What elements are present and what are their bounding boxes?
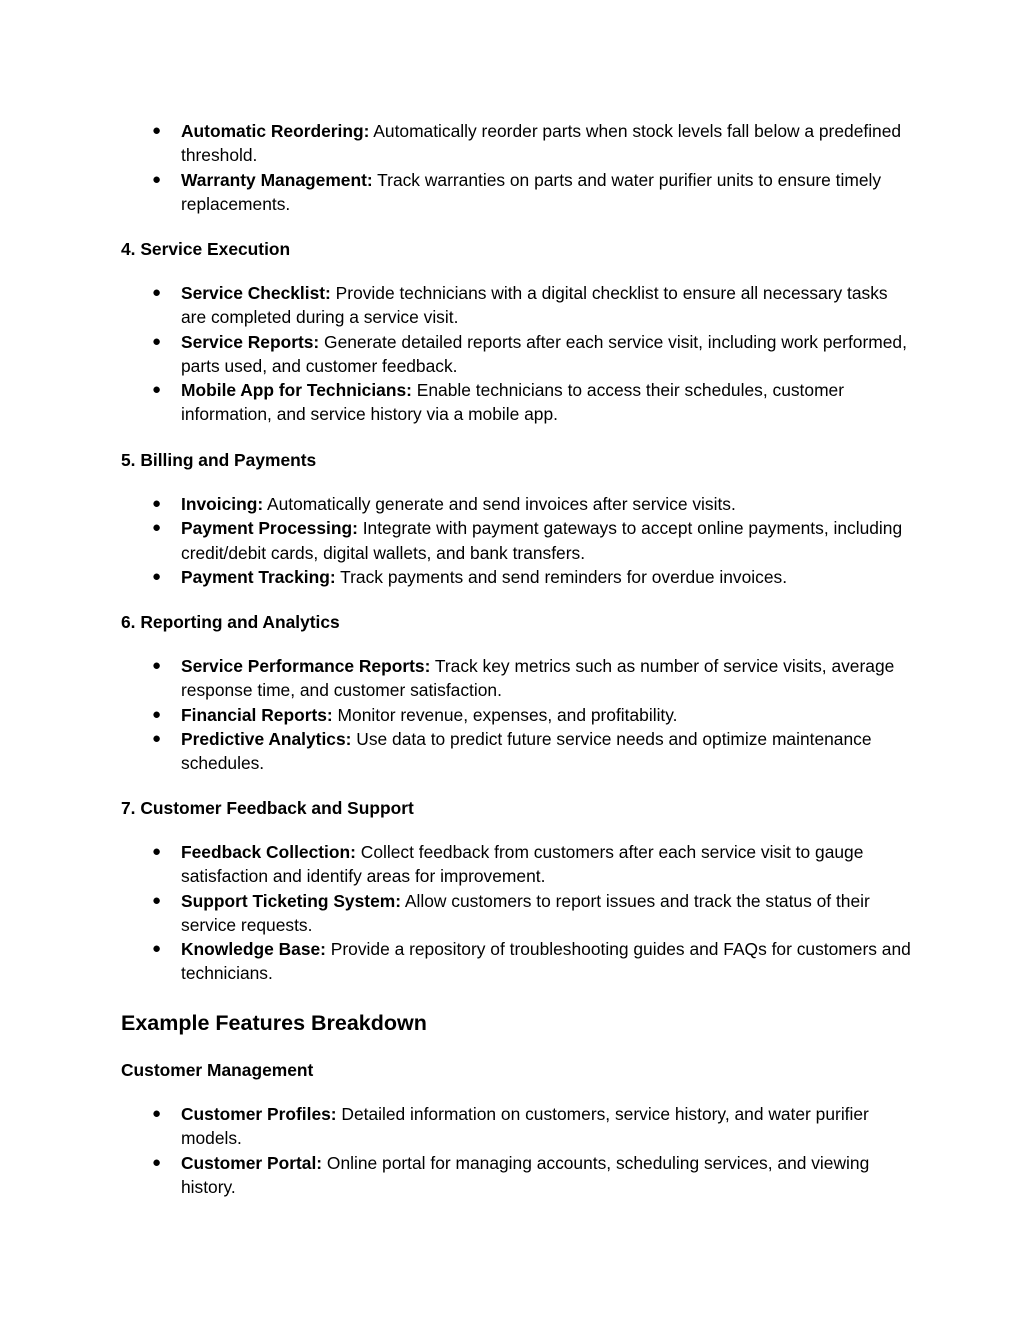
- list-item: [121, 378, 911, 427]
- bullet-icon: ●: [152, 495, 162, 512]
- item-description: Enable technicians to access their schedules, customer information, and service history via a mobile app.: [181, 380, 845, 425]
- breakdown-list: [121, 1102, 911, 1199]
- item-term: Financial Reports:: [181, 704, 333, 725]
- item-term: Feedback Collection:: [181, 842, 356, 862]
- item-term: Payment Processing:: [181, 518, 358, 539]
- item-description: Track warranties on parts and water purifier units to ensure timely replacements.: [181, 169, 882, 214]
- item-term: Predictive Analytics:: [181, 728, 352, 749]
- item-description: Allow customers to report issues and track the status of their service requests.: [181, 890, 870, 935]
- bullet-icon: ●: [152, 843, 162, 860]
- section-list: [121, 840, 911, 986]
- bullet-icon: ●: [152, 519, 162, 537]
- item-description: Provide technicians with a digital checklist to ensure all necessary tasks are completed during a service visit.: [181, 283, 888, 328]
- bullet-icon: ●: [152, 122, 162, 139]
- bullet-icon: ●: [152, 940, 162, 958]
- list-item: [121, 492, 911, 516]
- item-description: Automatically reorder parts when stock levels fall below a predefined threshold.: [181, 121, 902, 166]
- list-item: [121, 1151, 911, 1200]
- breakdown-heading: Example Features Breakdown: [121, 1011, 427, 1035]
- item-description: Integrate with payment gateways to accept online payments, including credit/debit cards, digital wallets, and bank transfers.: [181, 518, 903, 563]
- item-description: Collect feedback from customers after each service visit to gauge satisfaction and identify areas for improvement.: [181, 842, 864, 887]
- item-description: Online portal for managing accounts, scheduling services, and viewing history.: [181, 1152, 870, 1197]
- breakdown-subheading: Customer Management: [121, 1060, 314, 1080]
- item-description: Detailed information on customers, service history, and water purifier models.: [181, 1104, 869, 1149]
- item-description: Monitor revenue, expenses, and profitability.: [332, 704, 678, 725]
- section-heading: 4. Service Execution: [121, 239, 291, 259]
- bullet-icon: ●: [152, 705, 162, 723]
- section-list: [121, 281, 911, 427]
- list-item: [121, 119, 911, 168]
- list-item: [121, 1102, 911, 1151]
- list-item: [121, 281, 911, 330]
- list-item: [121, 330, 911, 379]
- item-term: Warranty Management:: [181, 169, 373, 190]
- item-term: Automatic Reordering:: [181, 121, 370, 141]
- list-item: [121, 727, 911, 776]
- item-term: Customer Portal:: [181, 1152, 323, 1173]
- bullet-icon: ●: [152, 729, 162, 747]
- bullet-icon: ●: [152, 657, 162, 674]
- list-item: [121, 168, 911, 217]
- item-term: Mobile App for Technicians:: [181, 380, 412, 401]
- bullet-icon: ●: [152, 1153, 162, 1171]
- list-item: [121, 937, 911, 986]
- item-term: Invoicing:: [181, 494, 264, 514]
- list-item: [121, 840, 911, 889]
- item-term: Service Performance Reports:: [181, 656, 431, 676]
- item-term: Payment Tracking:: [181, 566, 336, 587]
- item-term: Service Reports:: [181, 331, 320, 352]
- section-list: [121, 492, 911, 589]
- bullet-icon: ●: [152, 332, 162, 350]
- list-item: [121, 889, 911, 938]
- section-heading: 7. Customer Feedback and Support: [121, 798, 414, 818]
- item-description: Track key metrics such as number of service visits, average response time, and customer satisfaction.: [181, 656, 895, 701]
- bullet-icon: ●: [152, 381, 162, 399]
- bullet-icon: ●: [152, 567, 162, 585]
- list-item: [121, 703, 911, 727]
- item-description: Automatically generate and send invoices after service visits.: [263, 494, 736, 514]
- section-heading: 6. Reporting and Analytics: [121, 612, 340, 632]
- item-term: Knowledge Base:: [181, 939, 326, 960]
- list-item: [121, 565, 911, 589]
- bullet-icon: ●: [152, 891, 162, 909]
- item-description: Generate detailed reports after each service visit, including work performed, parts used, and customer feedback.: [181, 331, 907, 376]
- item-description: Use data to predict future service needs and optimize maintenance schedules.: [181, 728, 872, 774]
- section-list: [121, 654, 911, 775]
- intro-feature-list: [121, 119, 911, 216]
- item-term: Service Checklist:: [181, 283, 331, 303]
- item-term: Support Ticketing System:: [181, 890, 401, 911]
- bullet-icon: ●: [152, 1105, 162, 1122]
- section-heading: 5. Billing and Payments: [121, 450, 317, 470]
- item-description: Provide a repository of troubleshooting guides and FAQs for customers and technicians.: [181, 939, 911, 984]
- list-item: [121, 654, 911, 703]
- list-item: [121, 516, 911, 565]
- item-description: Track payments and send reminders for overdue invoices.: [335, 566, 788, 587]
- item-term: Customer Profiles:: [181, 1104, 337, 1124]
- bullet-icon: ●: [152, 170, 162, 188]
- bullet-icon: ●: [152, 284, 162, 301]
